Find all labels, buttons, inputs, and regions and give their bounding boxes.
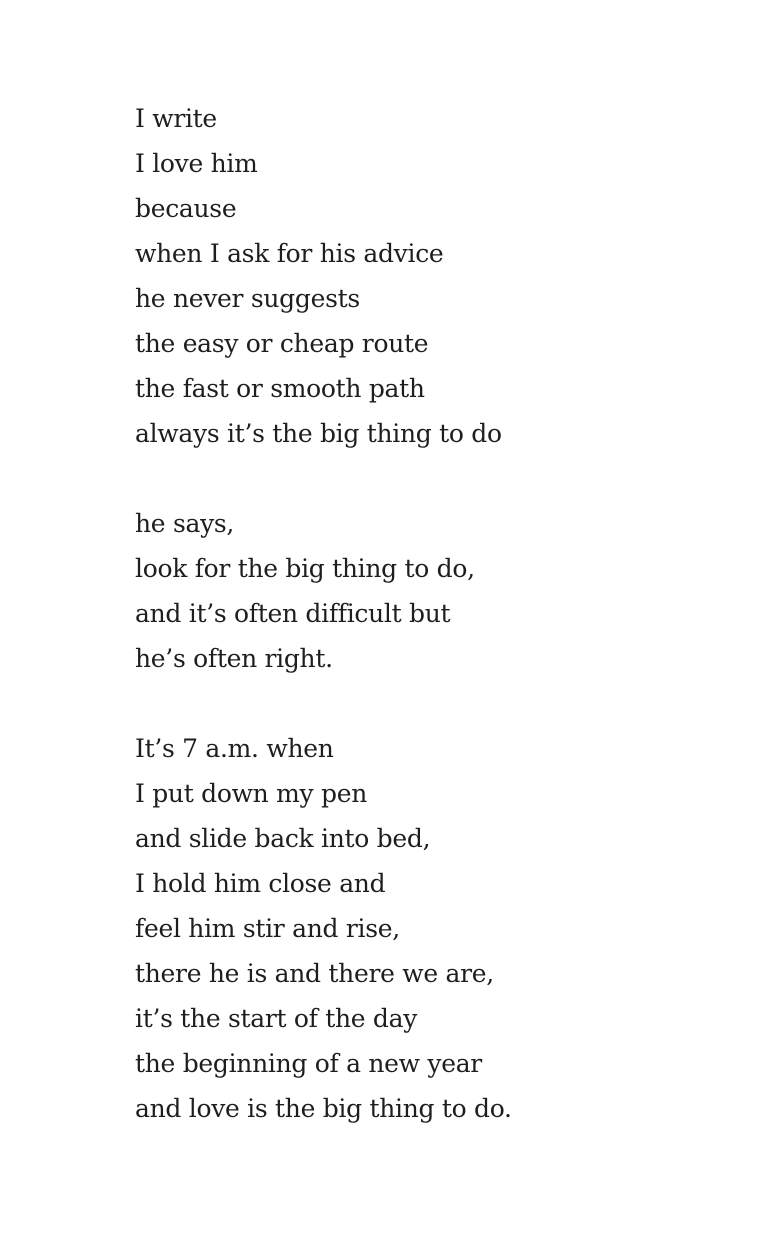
poem-line: I love him [135,149,258,178]
poem-line: always it’s the big thing to do [135,419,502,448]
poem-line: I hold him close and [135,869,386,898]
poem-line: feel him stir and rise, [135,914,400,943]
poem-line: he never suggests [135,284,360,313]
poem-line: when I ask for his advice [135,239,444,268]
poem-line: it’s the start of the day [135,1004,418,1033]
poem-line: the easy or cheap route [135,329,429,358]
poem-line: look for the big thing to do, [135,554,475,583]
stanza-1 [135,96,735,456]
poem-line: the beginning of a new year [135,1049,482,1078]
stanza-3 [135,726,735,1131]
stanza-2 [135,501,735,681]
poem-line: the fast or smooth path [135,374,425,403]
poem-line: It’s 7 a.m. when [135,734,334,763]
poem-line: because [135,194,237,223]
poem-line: he’s often right. [135,644,333,673]
poem-line: there he is and there we are, [135,959,494,988]
poem [135,96,735,1176]
poem-line: I put down my pen [135,779,367,808]
poem-line: I write [135,104,217,133]
poem-line: and it’s often difficult but [135,599,451,628]
poem-line: and slide back into bed, [135,824,431,853]
poem-line: and love is the big thing to do. [135,1094,512,1123]
poem-line: he says, [135,509,235,538]
